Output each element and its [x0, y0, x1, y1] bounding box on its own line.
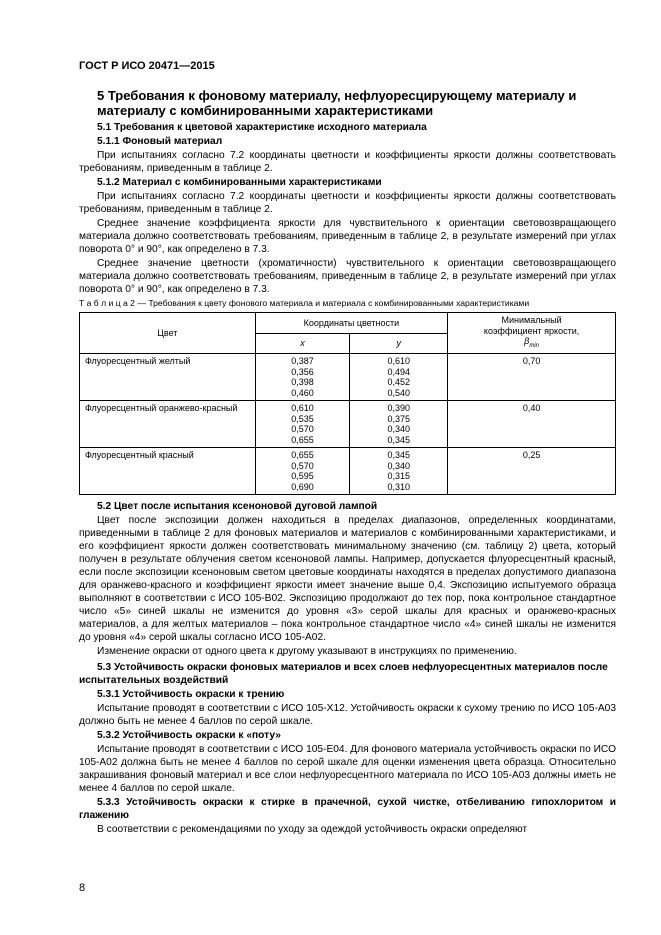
cell-color: Флуоресцентный оранжево-красный — [80, 401, 256, 448]
cell-x — [255, 401, 350, 448]
section-5-3-1-text: Испытание проводят в соответствии с ИСО 105-Х12. Устойчивость окраски к сухому трению по ИСО 105-А03 должно быть не менее 4 баллов по серой шкале. — [79, 703, 616, 728]
table-caption-text: — Требования к цвету фонового материала и материала с комбинированными характеристиками — [134, 298, 530, 308]
section-5-3-3-text: В соответствии с рекомендациями по уходу за одеждой устойчивость окраски определяют — [97, 824, 528, 836]
y-value: 0,345 — [387, 434, 411, 445]
table-row — [80, 448, 616, 495]
x-value: 0,570 — [291, 460, 314, 471]
cell-y — [350, 354, 448, 401]
x-value: 0,387 — [291, 356, 314, 367]
x-value: 0,655 — [291, 434, 314, 445]
section-5-3-2-title: 5.3.2 Устойчивость окраски к «поту» — [97, 730, 281, 742]
x-value: 0,570 — [291, 424, 314, 435]
table-caption-prefix: Т а б л и ц а 2 — [79, 298, 135, 308]
cell-x — [255, 448, 350, 495]
y-value: 0,315 — [387, 471, 411, 482]
cell-luminance: 0,25 — [448, 448, 616, 495]
section-5-1-2-paragraph-2: Среднее значение коэффициента яркости для чувствительного к ориентации световозвращающего материала должно соответствовать требованиям, приведенным в таблице 2, в результате измерений при углах поворота 0° и 90°, как определено в 7.3. — [79, 218, 616, 255]
header-y: y — [350, 333, 448, 354]
y-value: 0,610 — [387, 356, 411, 367]
x-value: 0,460 — [291, 387, 314, 398]
y-value: 0,340 — [387, 460, 411, 471]
x-value: 0,356 — [291, 366, 314, 377]
y-value: 0,345 — [387, 450, 411, 461]
table-caption — [79, 298, 616, 309]
document-header: ГОСТ Р ИСО 20471—2015 — [79, 60, 215, 72]
header-x: x — [255, 333, 350, 354]
y-value: 0,540 — [387, 387, 411, 398]
x-value: 0,610 — [291, 403, 314, 414]
document-page — [79, 60, 616, 837]
page-number: 8 — [79, 882, 86, 894]
x-value: 0,655 — [291, 450, 314, 461]
x-value: 0,595 — [291, 471, 314, 482]
y-value: 0,390 — [387, 403, 411, 414]
header-luminance-symbol: $\beta_{min}$ — [524, 336, 539, 349]
table-body — [80, 354, 616, 495]
section-5-1-2-paragraph-3: Среднее значение цветности (хроматичности) чувствительного к ориентации световозвращающего материала должно соответствовать требованиям, приведенным в таблице 2, в результате измерений при углах поворота 0° и 90°, как определено в 7.3. — [79, 258, 616, 295]
section-5-1-2-paragraph-1: При испытаниях согласно 7.2 координаты цветности и коэффициенты яркости должны соответствовать требованиям, приведенным в таблице 2. — [79, 191, 616, 215]
y-value: 0,494 — [387, 366, 411, 377]
header-luminance-text: Минимальный коэффициент яркости, — [483, 315, 580, 336]
cell-x — [255, 354, 350, 401]
section-5-2-paragraph-1: Цвет после экспозиции должен находиться в пределах диапазонов, определенных координатами, приведенными в таблице 2 для фоновых материалов и материалов с комбинированными характеристиками, и его коэффициент яркости должен соответствовать минимальному значению (см. таблицу 2) цвета, который получен в результате облучения светом ксеноновой лампы. Например, допускается флуоресцентный красный, если после экспозиции ксеноновым светом цветовые координаты находятся в пределах допустимого диапазона для оранжево-красного и коэффициент яркости имеет значение выше 0,4. Экспозицию испытуемого образца выполняют в соответствии с ИСО 105-В02. Экспозицию продолжают до тех пор, пока контрольное стандартное число «5» синей шкалы не изменится до уровня «3» серой шкалы для красных и оранжево-красных материалов, а для желтых материалов – пока контрольное стандартное число «4» синей шкалы не изменится до уровня «4» серой шкалы согласно ИСО 105-А02. — [79, 515, 616, 644]
x-value: 0,690 — [291, 481, 314, 492]
x-value: 0,398 — [291, 377, 314, 388]
y-value: 0,310 — [387, 481, 411, 492]
table-row — [80, 401, 616, 448]
cell-color: Флуоресцентный желтый — [80, 354, 256, 401]
header-color: Цвет — [80, 313, 256, 354]
section-5-2-paragraph-2: Изменение окраски от одного цвета к другому указывают в инструкциях по применению. — [97, 646, 517, 658]
header-coordinates: Координаты цветности — [255, 313, 448, 334]
section-5-3-1-title: 5.3.1 Устойчивость окраски к трению — [97, 689, 285, 701]
y-value: 0,375 — [387, 413, 411, 424]
section-5-1-2-title: 5.1.2 Материал с комбинированными характеристиками — [97, 177, 382, 188]
section-5-1-1-text: При испытаниях согласно 7.2 координаты цветности и коэффициенты яркости должны соответствовать требованиям, приведенным в таблице 2. — [79, 150, 616, 174]
cell-y — [350, 401, 448, 448]
section-5-2-title: 5.2 Цвет после испытания ксеноновой дуговой лампой — [97, 501, 378, 513]
cell-color: Флуоресцентный красный — [80, 448, 256, 495]
cell-y — [350, 448, 448, 495]
x-value: 0,535 — [291, 413, 314, 424]
table-row — [80, 354, 616, 401]
section-5-3-title: 5.3 Устойчивость окраски фоновых материалов и всех слоев нефлуоресцентных материалов после испытательных воздействий — [79, 662, 608, 687]
color-requirements-table — [79, 312, 616, 495]
section-5-1-title: 5.1 Требования к цветовой характеристике исходного материала — [97, 122, 427, 133]
y-value: 0,340 — [387, 424, 411, 435]
section-5-1-1-title: 5.1.1 Фоновый материал — [97, 136, 223, 147]
section-5-3-3-title: 5.3.3 Устойчивость окраски к стирке в прачечной, сухой чистке, отбеливанию гипохлоритом и глажению — [79, 797, 616, 822]
cell-luminance: 0,40 — [448, 401, 616, 448]
section-5-title: 5 Требования к фоновому материалу, нефлуоресцирующему материалу и материалу с комбинированными характеристиками — [97, 88, 577, 118]
y-value: 0,452 — [387, 377, 411, 388]
section-5-3-2-text: Испытание проводят в соответствии с ИСО 105-Е04. Для фонового материала устойчивость окраски по ИСО 105-А02 должна быть не менее 4 баллов по серой шкале для оценки изменения цвета образца. Относительно закрашивания фоновый материал и все слои нефлуоресцентного материала по ИСО 105-А03 должны иметь не менее 4 баллов по серой шкале. — [79, 744, 616, 795]
cell-luminance: 0,70 — [448, 354, 616, 401]
header-luminance — [448, 313, 616, 354]
